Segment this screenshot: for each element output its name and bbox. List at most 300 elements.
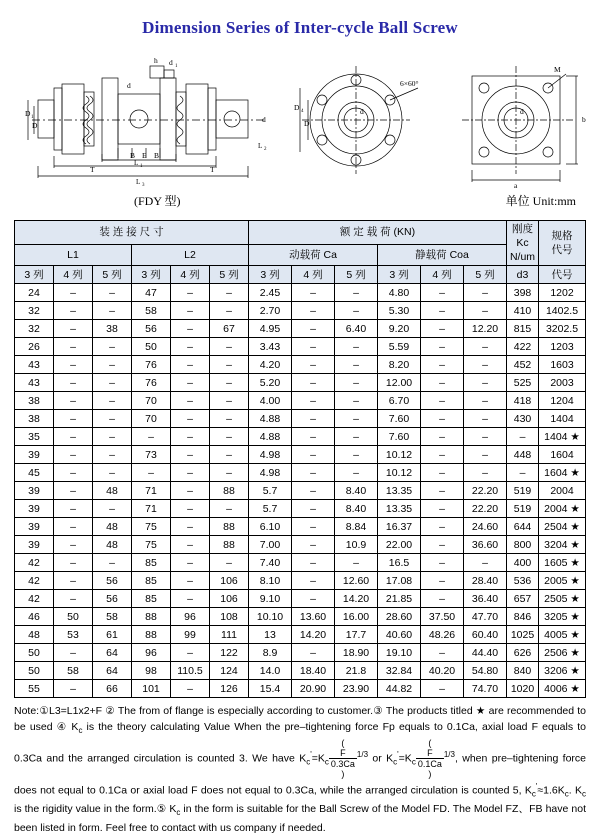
table-cell: 18.90 <box>335 644 378 662</box>
table-cell: – <box>292 302 335 320</box>
table-cell: – <box>171 644 210 662</box>
table-row <box>15 392 586 410</box>
table-cell: – <box>421 500 464 518</box>
note-sub-c-2: c <box>306 757 311 767</box>
header-model-line1: 规格 <box>551 230 573 242</box>
header-ca: 动载荷 Ca <box>249 244 378 265</box>
table-cell: – <box>210 428 249 446</box>
table-cell: 12.00 <box>378 374 421 392</box>
table-cell: 4.80 <box>378 284 421 302</box>
table-cell: 4.88 <box>249 410 292 428</box>
table-cell: 76 <box>132 374 171 392</box>
table-cell: 8.9 <box>249 644 292 662</box>
svg-text:D: D <box>32 121 38 130</box>
table-cell: 67 <box>210 320 249 338</box>
fraction-denominator-2: 0.1Ca <box>417 759 442 770</box>
table-cell: 7.60 <box>378 428 421 446</box>
table-cell: 96 <box>132 644 171 662</box>
note-sub-c-3: c <box>324 757 329 767</box>
drawing-captions <box>14 192 586 214</box>
table-cell: – <box>171 680 210 698</box>
table-cell: – <box>93 446 132 464</box>
table-cell: – <box>421 464 464 482</box>
notes-block: Note:①L3=L1x2+F ② The from of flange is especially according to customer.③ The products titled ★ are recommended to be used ④ $K_c$ is the theory calculating Value When the pre–tightening force Fp equals to 0.1Ca, axial load F equals to 0.3Ca and the arranged circulation is counted 3. We have $K_c'=K_c$( F 0.3Ca )$^{1/3}$ or $K_c'=K_c$( F 0.1Ca )$^{1/3}$, when pre–tightening force does not equal to 0.1Ca or axial load F does not equal to 0.3Ca, while the arranged circulation is counted 5, $K_c'\approx 1.6K_c$. $K_c$ is the rigidity value in the form.⑤ $K_c$ in the form is suitable for the Ball Screw of the Model FD. The Model FZ、FB have not been listed in form. Feel free to contact with us company if needed. <box>14 705 587 834</box>
table-cell: 8.40 <box>335 482 378 500</box>
note-sub-c-1: c <box>78 725 83 735</box>
table-cell: 54.80 <box>464 662 507 680</box>
table-cell: 14.0 <box>249 662 292 680</box>
table-cell: – <box>171 482 210 500</box>
table-cell: – <box>54 500 93 518</box>
table-cell: – <box>464 374 507 392</box>
table-cell: 400 <box>507 554 539 572</box>
table-cell: 5.7 <box>249 482 292 500</box>
table-cell: – <box>292 644 335 662</box>
table-cell: 28.60 <box>378 608 421 626</box>
table-cell: 32 <box>15 320 54 338</box>
table-cell: 42 <box>15 554 54 572</box>
table-cell: – <box>54 284 93 302</box>
table-header-row-1 <box>15 221 586 245</box>
table-cell: 1604 ★ <box>539 464 586 482</box>
table-cell: – <box>292 446 335 464</box>
table-cell: – <box>54 410 93 428</box>
svg-text:d: d <box>262 115 266 124</box>
note-part-5: =K <box>311 752 325 765</box>
table-cell: – <box>292 536 335 554</box>
table-cell: 3204 ★ <box>539 536 586 554</box>
table-cell: 22.20 <box>464 500 507 518</box>
table-cell: 10.12 <box>378 464 421 482</box>
table-cell: 525 <box>507 374 539 392</box>
table-cell: 38 <box>93 320 132 338</box>
table-cell: 85 <box>132 590 171 608</box>
table-cell: 73 <box>132 446 171 464</box>
svg-text:1: 1 <box>31 115 34 120</box>
table-cell: 85 <box>132 554 171 572</box>
table-cell: – <box>54 554 93 572</box>
table-cell: 418 <box>507 392 539 410</box>
table-cell: 2004 <box>539 482 586 500</box>
table-cell: – <box>93 302 132 320</box>
table-cell: – <box>93 338 132 356</box>
table-cell: 5.59 <box>378 338 421 356</box>
table-cell: – <box>210 356 249 374</box>
page-title: Dimension Series of Inter-cycle Ball Screw <box>142 18 458 37</box>
header-load-group: 额 定 载 荷 (KN) <box>249 221 507 245</box>
table-cell: – <box>421 284 464 302</box>
header-col-7: 4 列 <box>292 266 335 284</box>
table-cell: – <box>132 428 171 446</box>
note-sub-c-7: c <box>564 789 569 799</box>
table-cell: 50 <box>132 338 171 356</box>
table-cell: 2.70 <box>249 302 292 320</box>
header-col-8: 5 列 <box>335 266 378 284</box>
table-cell: 50 <box>54 608 93 626</box>
table-cell: 4006 ★ <box>539 680 586 698</box>
table-row <box>15 446 586 464</box>
unit-caption: 单位 Unit:mm <box>505 194 576 208</box>
table-cell: 6.70 <box>378 392 421 410</box>
table-cell: 28.40 <box>464 572 507 590</box>
svg-text:L: L <box>258 142 263 150</box>
table-cell: – <box>421 680 464 698</box>
table-cell: 40.20 <box>421 662 464 680</box>
table-cell: 2506 ★ <box>539 644 586 662</box>
table-cell: – <box>171 428 210 446</box>
table-cell: – <box>292 500 335 518</box>
table-cell: 50 <box>15 644 54 662</box>
table-cell: 40.60 <box>378 626 421 644</box>
table-cell: – <box>292 518 335 536</box>
table-cell: 6.10 <box>249 518 292 536</box>
table-cell: – <box>421 410 464 428</box>
table-cell: 99 <box>171 626 210 644</box>
header-col-5: 5 列 <box>210 266 249 284</box>
table-cell: 98 <box>132 662 171 680</box>
table-cell: 5.7 <box>249 500 292 518</box>
table-cell: 44.82 <box>378 680 421 698</box>
table-row <box>15 320 586 338</box>
svg-text:1: 1 <box>175 64 178 69</box>
table-cell: 10.12 <box>378 446 421 464</box>
header-col-9: 3 列 <box>378 266 421 284</box>
table-cell: 14.20 <box>292 626 335 644</box>
table-cell: 16.37 <box>378 518 421 536</box>
table-row <box>15 302 586 320</box>
table-cell: 21.85 <box>378 590 421 608</box>
table-cell: 46 <box>15 608 54 626</box>
table-header-row-2 <box>15 244 586 265</box>
table-row <box>15 680 586 698</box>
table-cell: – <box>292 428 335 446</box>
table-cell: 10.9 <box>335 536 378 554</box>
svg-text:E: E <box>142 151 147 160</box>
table-cell: 58 <box>54 662 93 680</box>
table-cell: 1604 <box>539 446 586 464</box>
table-cell: – <box>292 392 335 410</box>
table-cell: – <box>292 482 335 500</box>
table-row <box>15 626 586 644</box>
table-cell: 10.10 <box>249 608 292 626</box>
table-cell: – <box>335 374 378 392</box>
table-cell: 2005 ★ <box>539 572 586 590</box>
model-caption: (FDY 型) <box>134 194 181 208</box>
table-cell: 39 <box>15 518 54 536</box>
table-cell: – <box>171 572 210 590</box>
table-cell: – <box>171 518 210 536</box>
header-col-3: 3 列 <box>132 266 171 284</box>
table-cell: 61 <box>93 626 132 644</box>
note-sub-c-9: c <box>176 808 181 818</box>
table-cell: 74.70 <box>464 680 507 698</box>
table-cell: 626 <box>507 644 539 662</box>
table-cell: 36.60 <box>464 536 507 554</box>
table-cell: 75 <box>132 536 171 554</box>
table-cell: – <box>335 428 378 446</box>
table-cell: 111 <box>210 626 249 644</box>
table-cell: 85 <box>132 572 171 590</box>
table-cell: – <box>171 320 210 338</box>
table-cell: – <box>464 446 507 464</box>
table-header-row-3 <box>15 266 586 284</box>
table-cell: – <box>93 500 132 518</box>
table-row <box>15 374 586 392</box>
svg-text:2: 2 <box>264 147 267 152</box>
table-row <box>15 464 586 482</box>
note-part-13: in the form is suitable for the Ball Screw of the Model FD. The Model FZ、FB have not been listed in form. Feel free to <box>14 803 587 834</box>
table-row <box>15 482 586 500</box>
specification-table <box>14 220 586 698</box>
table-cell: 106 <box>210 590 249 608</box>
table-cell: – <box>93 356 132 374</box>
table-cell: – <box>292 284 335 302</box>
table-cell: – <box>210 410 249 428</box>
table-cell: – <box>292 356 335 374</box>
table-cell: 70 <box>132 410 171 428</box>
table-cell: 16.5 <box>378 554 421 572</box>
fraction-denominator-1: 0.3Ca <box>330 759 355 770</box>
table-cell: 7.60 <box>378 410 421 428</box>
table-cell: 122 <box>210 644 249 662</box>
header-col-10: 4 列 <box>421 266 464 284</box>
table-cell: 2.45 <box>249 284 292 302</box>
table-cell: 75 <box>132 518 171 536</box>
table-cell: 519 <box>507 500 539 518</box>
table-cell: 39 <box>15 446 54 464</box>
table-cell: 64 <box>93 662 132 680</box>
ball-screw-assembly-drawing <box>24 48 274 188</box>
header-model-group <box>539 221 586 266</box>
table-row <box>15 410 586 428</box>
header-col-6: 3 列 <box>249 266 292 284</box>
note-part-4: arranged circulation is counted 3. We have K <box>87 752 307 765</box>
table-cell: 50 <box>15 662 54 680</box>
table-cell: 60.40 <box>464 626 507 644</box>
note-exponent-1: 1/3 <box>356 749 369 759</box>
table-cell: – <box>210 446 249 464</box>
table-cell: – <box>93 392 132 410</box>
header-col-12: d3 <box>507 266 539 284</box>
header-model-line2: 代号 <box>551 244 573 256</box>
table-cell: 43 <box>15 374 54 392</box>
table-cell: – <box>464 410 507 428</box>
note-exponent-2: 1/3 <box>443 749 455 759</box>
table-cell: 840 <box>507 662 539 680</box>
table-cell: – <box>210 554 249 572</box>
note-part-12: form.⑤ K <box>132 803 177 816</box>
table-cell: 38 <box>15 392 54 410</box>
table-cell: 71 <box>132 500 171 518</box>
table-cell: – <box>421 338 464 356</box>
table-cell: – <box>171 464 210 482</box>
table-cell: 32.84 <box>378 662 421 680</box>
header-col-11: 5 列 <box>464 266 507 284</box>
table-cell: 16.00 <box>335 608 378 626</box>
svg-text:d: d <box>169 58 173 67</box>
table-cell: 8.20 <box>378 356 421 374</box>
table-cell: 18.40 <box>292 662 335 680</box>
table-cell: 22.20 <box>464 482 507 500</box>
note-sub-c-4: c <box>393 757 398 767</box>
table-cell: 1603 <box>539 356 586 374</box>
table-body <box>15 284 586 698</box>
table-cell: 88 <box>210 482 249 500</box>
table-cell: – <box>54 338 93 356</box>
table-cell: – <box>335 554 378 572</box>
table-cell: 13 <box>249 626 292 644</box>
table-cell: 9.10 <box>249 590 292 608</box>
table-cell: 22.00 <box>378 536 421 554</box>
table-cell: – <box>335 464 378 482</box>
table-row <box>15 536 586 554</box>
table-cell: 39 <box>15 482 54 500</box>
table-cell: – <box>464 392 507 410</box>
table-cell: – <box>335 338 378 356</box>
table-cell: – <box>292 410 335 428</box>
table-cell: 23.90 <box>335 680 378 698</box>
table-cell: – <box>507 428 539 446</box>
note-part-11: is the rigidity value in the <box>14 803 130 816</box>
table-cell: 846 <box>507 608 539 626</box>
table-cell: – <box>54 356 93 374</box>
table-cell: 36.40 <box>464 590 507 608</box>
note-part-1: Note:①L3=L1x2+F ② The from of flange is especially according to customer.③ The products titled ★ are recommended to be <box>14 705 586 733</box>
table-cell: – <box>335 410 378 428</box>
table-row <box>15 338 586 356</box>
table-cell: 48 <box>93 482 132 500</box>
table-cell: 124 <box>210 662 249 680</box>
table-cell: 47 <box>132 284 171 302</box>
svg-text:D: D <box>25 109 31 118</box>
header-stiffness-group <box>507 221 539 266</box>
table-cell: 44.40 <box>464 644 507 662</box>
table-cell: – <box>54 680 93 698</box>
table-cell: 1402.5 <box>539 302 586 320</box>
table-cell: 1204 <box>539 392 586 410</box>
table-cell: – <box>464 338 507 356</box>
table-cell: 19.10 <box>378 644 421 662</box>
table-cell: 815 <box>507 320 539 338</box>
table-cell: 1605 ★ <box>539 554 586 572</box>
table-cell: – <box>292 464 335 482</box>
table-cell: – <box>464 554 507 572</box>
svg-text:L: L <box>136 178 141 186</box>
table-cell: 39 <box>15 536 54 554</box>
table-cell: 96 <box>171 608 210 626</box>
note-part-10: . K <box>568 784 582 797</box>
table-cell: 13.60 <box>292 608 335 626</box>
table-cell: – <box>464 464 507 482</box>
table-cell: – <box>421 320 464 338</box>
table-cell: 4.00 <box>249 392 292 410</box>
note-sup-prime-2: ' <box>397 749 399 759</box>
svg-text:b: b <box>582 115 586 124</box>
table-cell: – <box>421 572 464 590</box>
table-cell: – <box>507 464 539 482</box>
table-cell: – <box>421 392 464 410</box>
table-cell: 2505 ★ <box>539 590 586 608</box>
table-cell: – <box>171 284 210 302</box>
table-cell: 5.30 <box>378 302 421 320</box>
table-cell: 9.20 <box>378 320 421 338</box>
table-cell: 88 <box>132 626 171 644</box>
table-cell: – <box>54 590 93 608</box>
table-cell: 12.60 <box>335 572 378 590</box>
table-cell: 53 <box>54 626 93 644</box>
table-cell: 76 <box>132 356 171 374</box>
table-cell: 3206 ★ <box>539 662 586 680</box>
table-cell: 2003 <box>539 374 586 392</box>
table-cell: 106 <box>210 572 249 590</box>
table-cell: 56 <box>93 572 132 590</box>
table-cell: 12.20 <box>464 320 507 338</box>
note-part-3: is the theory calculating Value When the pre–tightening force Fp equals to 0.1Ca, axial load F equals to 0.3Ca and the <box>14 720 586 765</box>
table-cell: – <box>335 446 378 464</box>
table-cell: 1404 ★ <box>539 428 586 446</box>
table-cell: – <box>335 356 378 374</box>
table-cell: – <box>171 536 210 554</box>
table-cell: – <box>171 374 210 392</box>
note-part-14: contact with us company if needed. <box>161 821 326 834</box>
table-cell: – <box>54 518 93 536</box>
table-cell: – <box>464 284 507 302</box>
svg-text:4: 4 <box>301 109 304 114</box>
svg-text:a: a <box>514 181 518 188</box>
table-cell: – <box>421 482 464 500</box>
table-cell: – <box>421 428 464 446</box>
table-cell: 66 <box>93 680 132 698</box>
note-sub-c-5: c <box>411 757 416 767</box>
table-cell: 1404 <box>539 410 586 428</box>
table-cell: – <box>54 446 93 464</box>
table-cell: 4.98 <box>249 446 292 464</box>
table-cell: 48 <box>93 536 132 554</box>
svg-text:6×60°: 6×60° <box>400 79 419 88</box>
table-cell: 45 <box>15 464 54 482</box>
table-cell: 108 <box>210 608 249 626</box>
table-row <box>15 572 586 590</box>
table-cell: 3.43 <box>249 338 292 356</box>
table-cell: – <box>421 518 464 536</box>
table-cell: – <box>421 536 464 554</box>
table-cell: 422 <box>507 338 539 356</box>
table-cell: – <box>93 428 132 446</box>
table-cell: – <box>335 392 378 410</box>
table-cell: – <box>93 464 132 482</box>
table-cell: 88 <box>210 518 249 536</box>
table-cell: 1203 <box>539 338 586 356</box>
table-cell: – <box>171 302 210 320</box>
header-col-2: 5 列 <box>93 266 132 284</box>
table-cell: 88 <box>132 608 171 626</box>
note-fraction-2: ( F 0.1Ca ) <box>417 738 442 780</box>
table-cell: 1025 <box>507 626 539 644</box>
table-cell: – <box>421 356 464 374</box>
table-cell: 8.10 <box>249 572 292 590</box>
table-cell: – <box>421 644 464 662</box>
table-cell: – <box>292 374 335 392</box>
table-cell: – <box>171 590 210 608</box>
table-cell: 4.20 <box>249 356 292 374</box>
table-cell: – <box>93 554 132 572</box>
table-cell: – <box>171 392 210 410</box>
table-cell: – <box>421 554 464 572</box>
table-cell: 3202.5 <box>539 320 586 338</box>
technical-drawings <box>14 48 586 188</box>
table-cell: – <box>210 392 249 410</box>
note-fraction-1: ( F 0.3Ca ) <box>330 738 355 780</box>
